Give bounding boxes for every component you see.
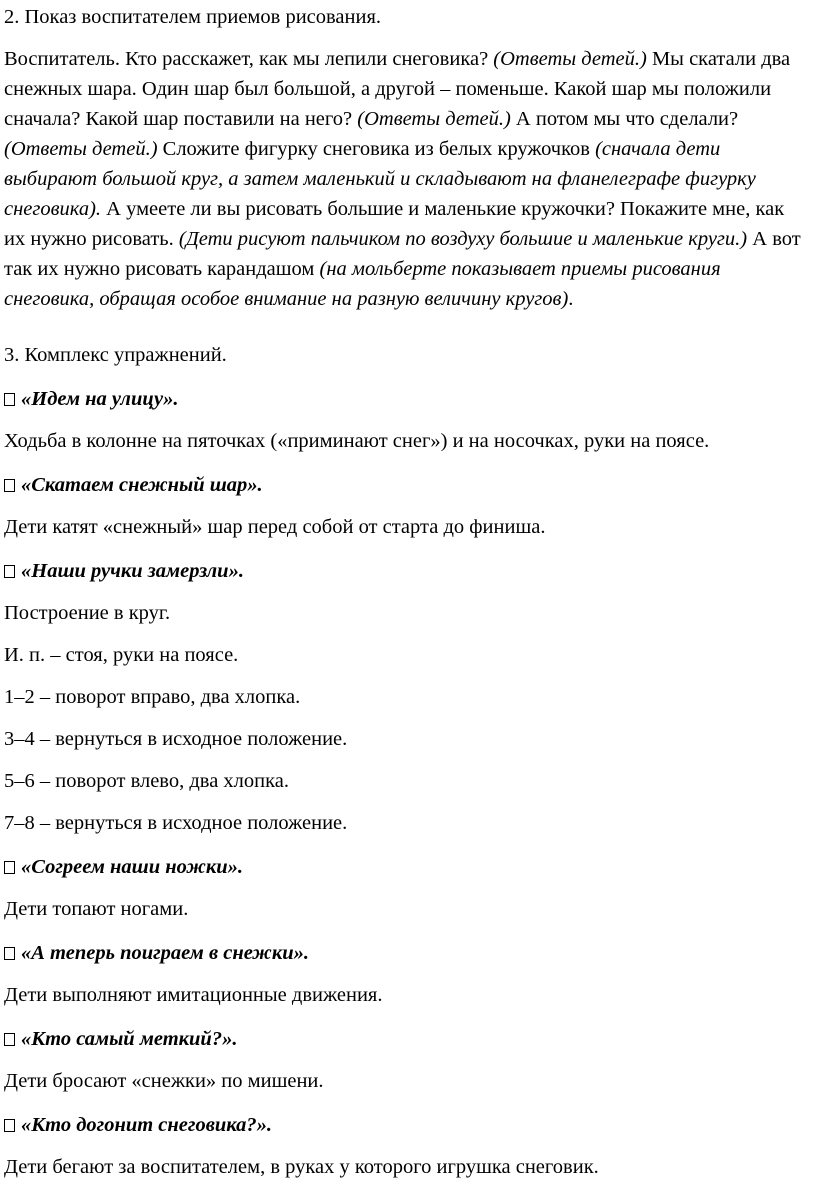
exercise-description: Дети катят «снежный» шар перед собой от старта до финиша. <box>4 516 546 538</box>
exercise-item <box>4 938 810 968</box>
bullet-icon <box>4 479 15 492</box>
exercise-description: Дети топают ногами. <box>4 898 189 920</box>
paragraph-text-run: А умеете ли вы рисовать большие и маленькие кружочки? Покажите мне, как их нужно рисовать. <box>4 198 785 250</box>
paragraph-italic-run: (на мольберте показывает приемы рисования снеговика, обращая особое внимание на разную величину кругов) <box>4 258 721 310</box>
exercise-description: 3–4 – вернуться в исходное положение. <box>4 728 348 750</box>
bullet-icon <box>4 565 15 578</box>
exercise-item <box>4 384 810 414</box>
paragraph-italic-run: (сначала дети выбирают большой круг, а затем маленький и складывают на фланелеграфе фигурку снеговика). <box>4 138 756 220</box>
exercise-description: Дети бегают за воспитателем, в руках у которого игрушка снеговик. <box>4 1156 599 1178</box>
paragraph-italic-run: (Ответы детей.) <box>4 138 158 160</box>
bullet-icon <box>4 393 15 406</box>
exercise-title: «Скатаем снежный шар». <box>21 474 263 496</box>
exercise-item <box>4 1024 810 1054</box>
paragraph-italic-run: (Ответы детей.) <box>493 48 647 70</box>
bullet-icon <box>4 861 15 874</box>
exercise-item <box>4 556 810 586</box>
paragraph-text-run: А вот так их нужно рисовать карандашом <box>4 228 801 280</box>
paragraph-text-run: Сложите фигурку снеговика из белых кружочков <box>157 138 596 160</box>
paragraph-text-run: Воспитатель. Кто расскажет, как мы лепили снеговика? <box>4 48 494 70</box>
exercise-description: Ходьба в колонне на пяточках («приминают снег») и на носочках, руки на поясе. <box>4 430 710 452</box>
bullet-icon <box>4 1119 15 1132</box>
exercise-description: И. п. – стоя, руки на поясе. <box>4 644 239 666</box>
paragraph-text-run: Мы скатали два снежных шара. Один шар был большой, а другой – поменьше. Какой шар мы положили сначала? Какой шар поставили на него? <box>4 48 791 130</box>
bullet-icon <box>4 1033 15 1046</box>
exercise-title: «Кто догонит снеговика?». <box>21 1114 273 1136</box>
paragraph-italic-run: (Дети рисуют пальчиком по воздуху большие и маленькие круги.) <box>178 228 748 250</box>
exercise-description: Дети бросают «снежки» по мишени. <box>4 1070 324 1092</box>
bullet-icon <box>4 947 15 960</box>
exercise-description: Дети выполняют имитационные движения. <box>4 984 383 1006</box>
section-3-heading: 3. Комплекс упражнений. <box>4 344 227 366</box>
paragraph-text-run: . <box>568 288 574 310</box>
exercise-title: «Кто самый меткий?». <box>21 1028 238 1050</box>
exercise-description: 5–6 – поворот влево, два хлопка. <box>4 770 289 792</box>
paragraph-italic-run: (Ответы детей.) <box>357 108 511 130</box>
section-2-paragraph <box>4 44 810 314</box>
exercise-description: 1–2 – поворот вправо, два хлопка. <box>4 686 301 708</box>
exercise-title: «А теперь поиграем в снежки». <box>21 942 309 964</box>
exercise-description: Построение в круг. <box>4 602 171 624</box>
exercise-item <box>4 852 810 882</box>
exercise-item <box>4 470 810 500</box>
exercise-description: 7–8 – вернуться в исходное положение. <box>4 812 348 834</box>
exercise-title: «Согреем наши ножки». <box>21 856 244 878</box>
section-2-heading: 2. Показ воспитателем приемов рисования. <box>4 6 382 28</box>
exercise-title: «Идем на улицу». <box>21 388 179 410</box>
exercise-item <box>4 1110 810 1140</box>
paragraph-text-run: А потом мы что сделали? <box>510 108 739 130</box>
exercise-title: «Наши ручки замерзли». <box>21 560 244 582</box>
